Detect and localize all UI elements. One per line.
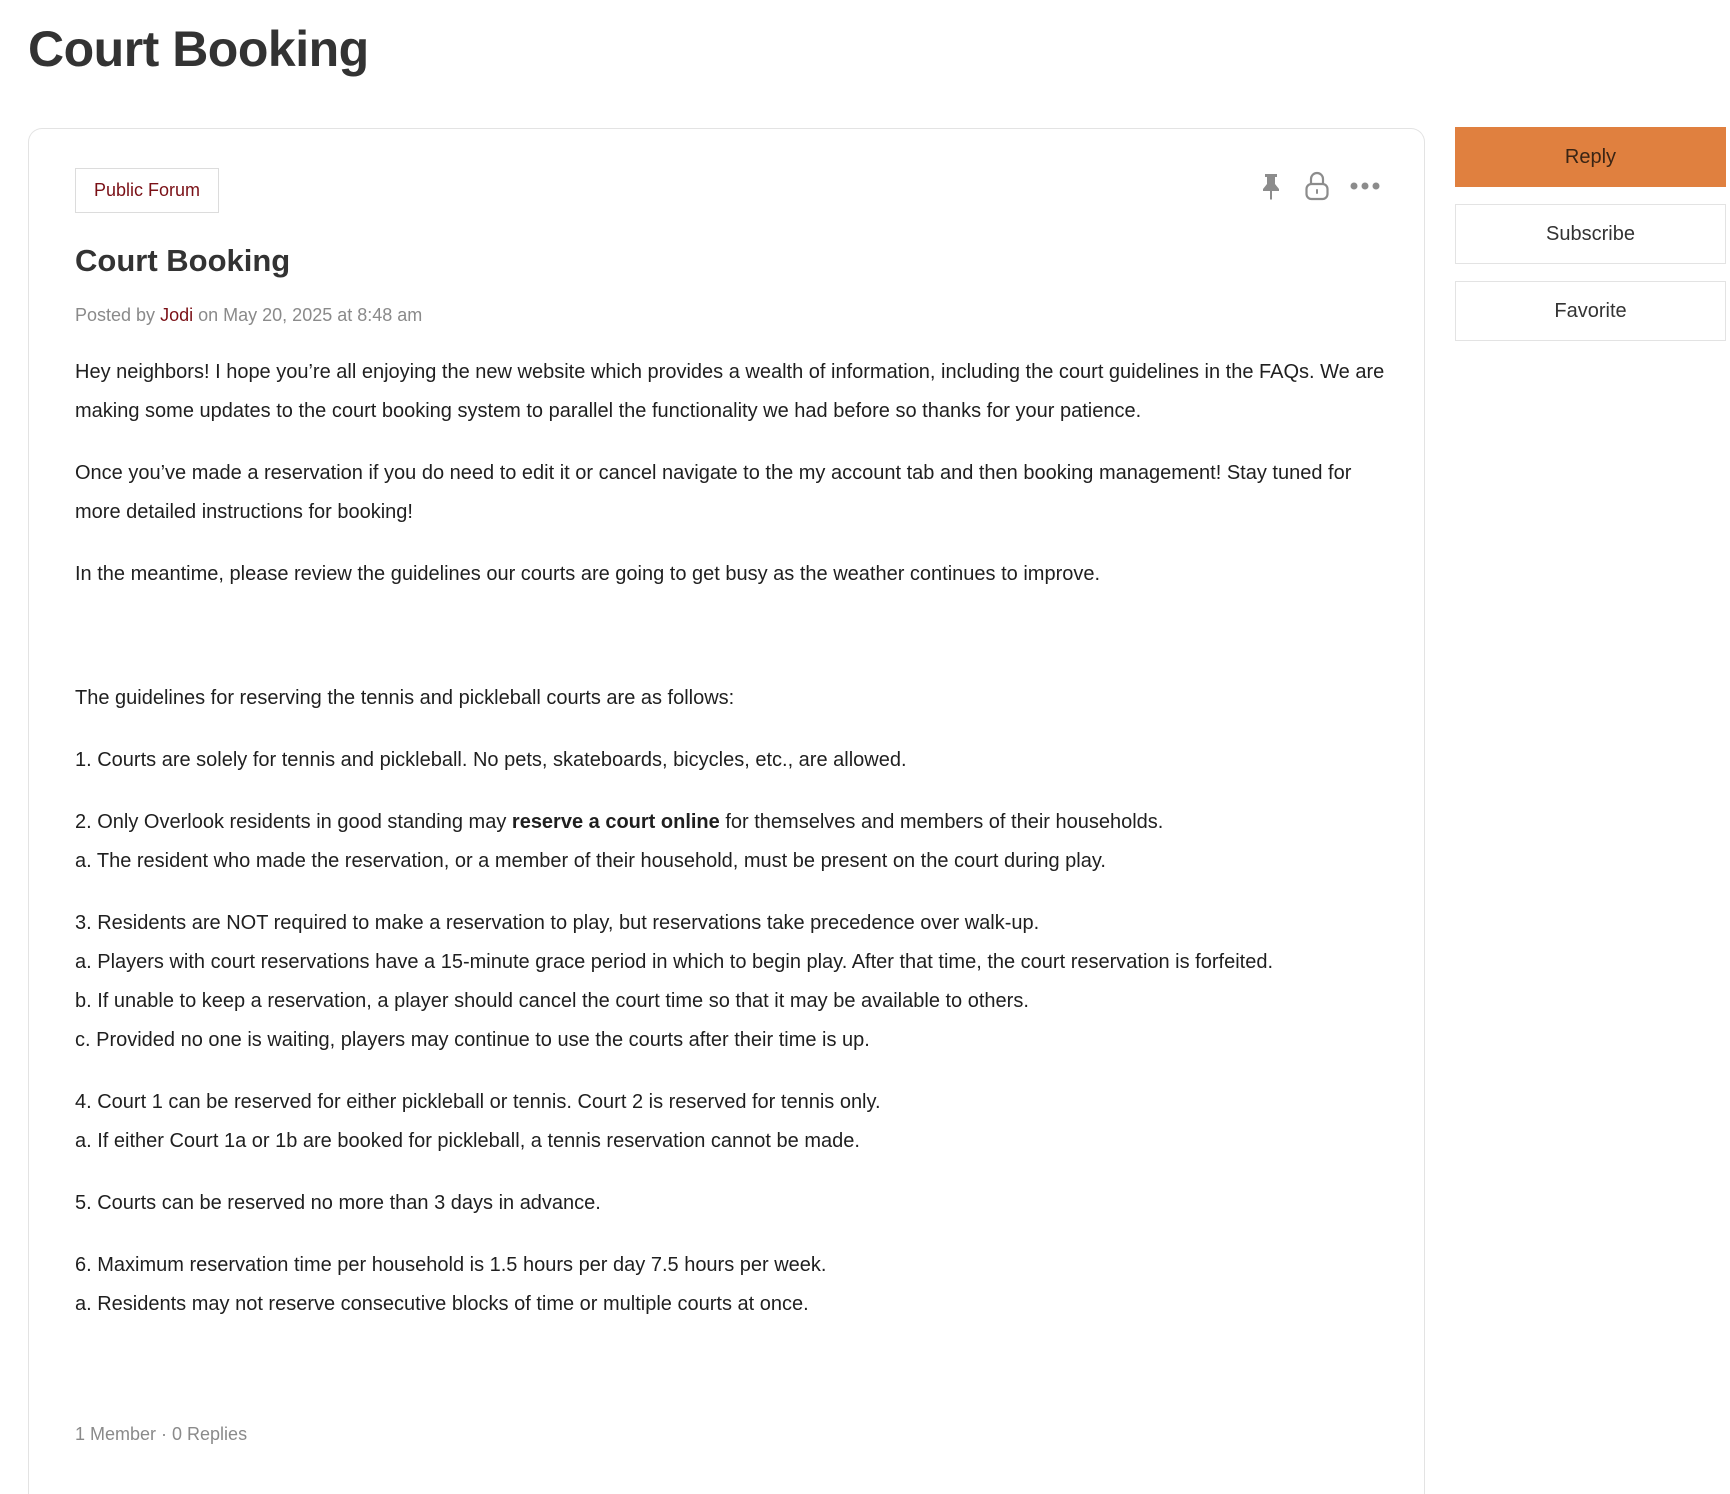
spacer — [75, 617, 1395, 679]
guideline-text: 4. Court 1 can be reserved for either pickleball or tennis. Court 2 is reserved for tennis only. — [75, 1091, 881, 1113]
guideline-item — [75, 1246, 1395, 1324]
guideline-subitem: a. If either Court 1a or 1b are booked for pickleball, a tennis reservation cannot be made. — [75, 1130, 860, 1152]
guideline-item — [75, 1083, 1395, 1161]
guideline-item — [75, 803, 1395, 881]
guideline-subitem: a. The resident who made the reservation, or a member of their household, must be present on the court during play. — [75, 850, 1106, 872]
reply-button[interactable]: Reply — [1455, 127, 1726, 187]
page-title: Court Booking — [28, 21, 369, 77]
guideline-bold: reserve a court online — [511, 811, 720, 833]
subscribe-button[interactable]: Subscribe — [1455, 204, 1726, 264]
guideline-text-end: for themselves and members of their households. — [719, 811, 1164, 833]
guideline-text: 3. Residents are NOT required to make a reservation to play, but reservations take precedence over walk-up. — [75, 912, 1040, 934]
post-card — [28, 128, 1425, 1494]
guidelines-intro: The guidelines for reserving the tennis and pickleball courts are as follows: — [75, 687, 735, 709]
guideline-text — [75, 803, 1395, 842]
guideline-text: 5. Courts can be reserved no more than 3 days in advance. — [75, 1192, 601, 1214]
guideline-subitem: c. Provided no one is waiting, players may continue to use the courts after their time is up. — [75, 1029, 870, 1051]
favorite-button[interactable]: Favorite — [1455, 281, 1726, 341]
forum-tag[interactable]: Public Forum — [75, 168, 219, 213]
guideline-item — [75, 1184, 1395, 1223]
guideline-subitem: a. Players with court reservations have a 15-minute grace period in which to begin play. After that time, the court reservation is forfeited. — [75, 951, 1274, 973]
guideline-item — [75, 741, 1395, 780]
lock-icon[interactable] — [1304, 171, 1330, 201]
guideline-subitem: a. Residents may not reserve consecutive blocks of time or multiple courts at once. — [75, 1293, 809, 1315]
post-stats: 1 Member · 0 Replies — [75, 1424, 248, 1444]
guideline-text: 1. Courts are solely for tennis and pickleball. No pets, skateboards, bicycles, etc., are allowed. — [75, 749, 907, 771]
body-paragraph: In the meantime, please review the guidelines our courts are going to get busy as the weather continues to improve. — [75, 563, 1101, 585]
guideline-subitem: b. If unable to keep a reservation, a player should cancel the court time so that it may be available to others. — [75, 990, 1029, 1012]
meta-date: on May 20, 2025 at 8:48 am — [198, 305, 423, 325]
post-body — [75, 353, 1395, 1347]
post-actions — [1258, 171, 1380, 201]
author-link[interactable]: Jodi — [160, 305, 194, 325]
guideline-text-start: 2. Only Overlook residents in good standing may — [75, 811, 512, 833]
post-title: Court Booking — [75, 243, 291, 278]
body-paragraph: Hey neighbors! I hope you’re all enjoying the new website which provides a wealth of information, including the court guidelines in the FAQs. We are making some updates to the court booking system to parallel the functionality we had before so thanks for your patience. — [75, 361, 1385, 422]
meta-prefix: Posted by — [75, 305, 156, 325]
pin-icon[interactable] — [1258, 171, 1284, 201]
post-meta — [75, 305, 422, 326]
body-paragraph: Once you’ve made a reservation if you do need to edit it or cancel navigate to the my account tab and then booking management! Stay tuned for more detailed instructions for booking! — [75, 462, 1352, 523]
more-icon[interactable] — [1350, 171, 1380, 201]
guideline-text: 6. Maximum reservation time per household is 1.5 hours per day 7.5 hours per week. — [75, 1254, 827, 1276]
guideline-item — [75, 904, 1395, 1060]
